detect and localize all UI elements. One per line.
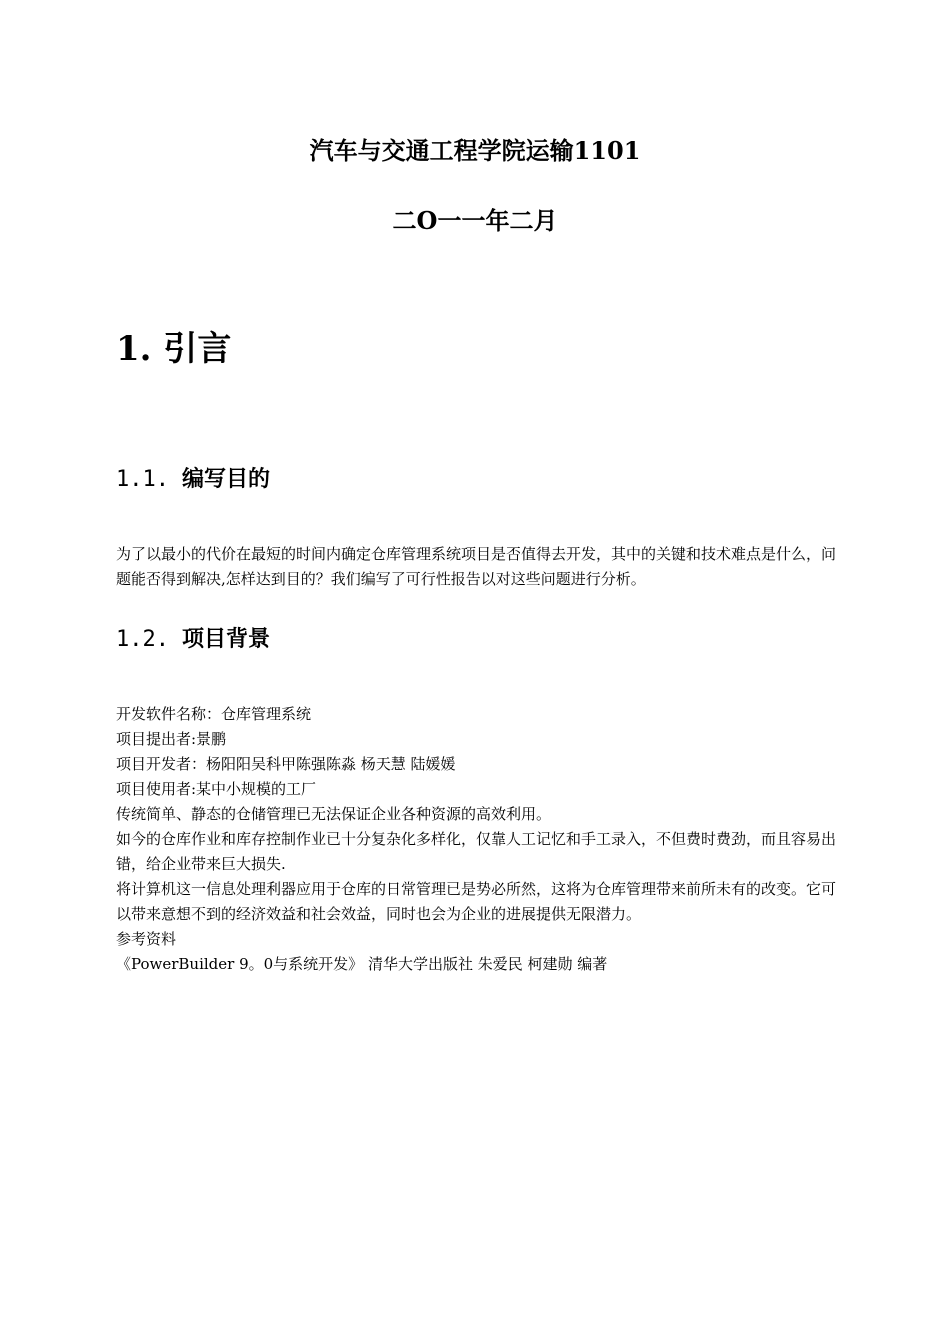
background-line-reference-book: 《PowerBuilder 9。0与系统开发》 清华大学出版社 朱爱民 柯建勋 编著: [116, 955, 608, 973]
background-line-software-name: 开发软件名称：仓库管理系统: [116, 705, 312, 723]
cover-org-line: 汽车与交通工程学院运输1101: [309, 136, 641, 165]
background-line-developers: 项目开发者：杨阳阳吴科甲陈强陈淼 杨天慧 陆媛媛: [116, 755, 456, 773]
subsection-title: 编写目的: [182, 467, 271, 492]
background-line-current-state: 如今的仓库作业和库存控制作业已十分复杂化多样化，仅靠人工记忆和手工录入，不但费时费劲，而且容易出错，给企业带来巨大损失.: [116, 830, 837, 873]
subsection-number: 1.1.: [116, 467, 169, 492]
background-line-computer-application: 将计算机这一信息处理利器应用于仓库的日常管理已是势必所然，这将为仓库管理带来前所未有的改变。它可以带来意想不到的经济效益和社会效益，同时也会为企业的进展提供无限潜力。: [116, 880, 837, 923]
section-heading-introduction: 1. 引言: [116, 329, 232, 369]
background-line-references-label: 参考资料: [116, 930, 177, 948]
cover-date-line: 二O一一年二月: [392, 206, 558, 235]
subsection-heading-purpose: [116, 465, 270, 495]
subsection-heading-background: [116, 625, 270, 655]
purpose-paragraph: 为了以最小的代价在最短的时间内确定仓库管理系统项目是否值得去开发，其中的关键和技术难点是什么，问题能否得到解决,怎样达到目的？我们编写了可行性报告以对这些问题进行分析。: [116, 545, 837, 588]
background-line-proposer: 项目提出者:景鹏: [116, 730, 227, 748]
background-line-users: 项目使用者:某中小规模的工厂: [116, 780, 317, 798]
background-line-traditional: 传统简单、静态的仓储管理已无法保证企业各种资源的高效利用。: [116, 805, 552, 823]
subsection-title: 项目背景: [182, 627, 271, 652]
subsection-number: 1.2.: [116, 627, 169, 652]
